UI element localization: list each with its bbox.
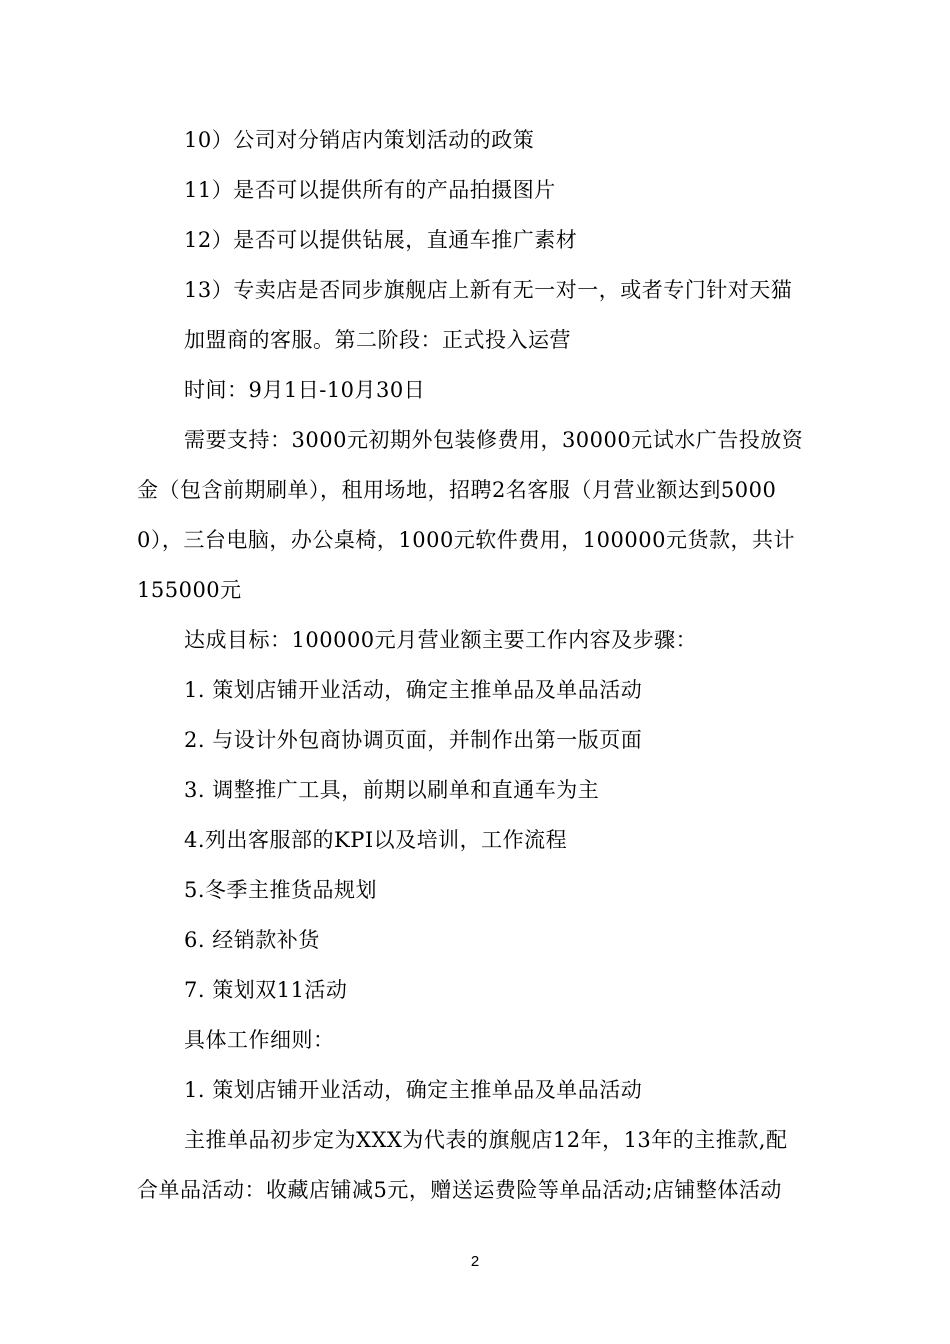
text-line: 10）公司对分销店内策划活动的政策: [184, 128, 535, 152]
text-line: 合单品活动：收藏店铺减5元，赠送运费险等单品活动;店铺整体活动: [137, 1178, 782, 1202]
text-line: 主推单品初步定为XXX为代表的旗舰店12年，13年的主推款,配: [184, 1128, 788, 1152]
text-line: 需要支持：3000元初期外包装修费用，30000元试水广告投放资: [184, 428, 804, 452]
list-item: 3. 调整推广工具，前期以刷单和直通车为主: [184, 778, 600, 802]
text-line: 12）是否可以提供钻展，直通车推广素材: [184, 228, 578, 252]
list-item: 7. 策划双11活动: [184, 978, 348, 1002]
text-line: 加盟商的客服。第二阶段：正式投入运营: [184, 328, 571, 352]
list-item: 4.列出客服部的KPI以及培训，工作流程: [184, 828, 568, 852]
text-line: 时间：9月1日-10月30日: [184, 378, 426, 402]
list-item: 1. 策划店铺开业活动，确定主推单品及单品活动: [184, 1078, 643, 1102]
text-line: 金（包含前期刷单），租用场地，招聘2名客服（月营业额达到5000: [137, 478, 777, 502]
text-line: 13）专卖店是否同步旗舰店上新有无一对一，或者专门针对天猫: [184, 278, 793, 302]
text-line: 达成目标：100000元月营业额主要工作内容及步骤：: [184, 628, 698, 652]
text-line: 155000元: [137, 578, 242, 602]
list-item: 6. 经销款补货: [184, 928, 320, 952]
list-item: 2. 与设计外包商协调页面，并制作出第一版页面: [184, 728, 643, 752]
list-item: 1. 策划店铺开业活动，确定主推单品及单品活动: [184, 678, 643, 702]
section-heading: 具体工作细则：: [184, 1028, 335, 1052]
page-number: 2: [470, 1253, 480, 1270]
text-line: 11）是否可以提供所有的产品拍摄图片: [184, 178, 556, 202]
list-item: 5.冬季主推货品规划: [184, 878, 378, 902]
text-line: 0），三台电脑，办公桌椅，1000元软件费用，100000元货款，共计: [137, 528, 795, 552]
